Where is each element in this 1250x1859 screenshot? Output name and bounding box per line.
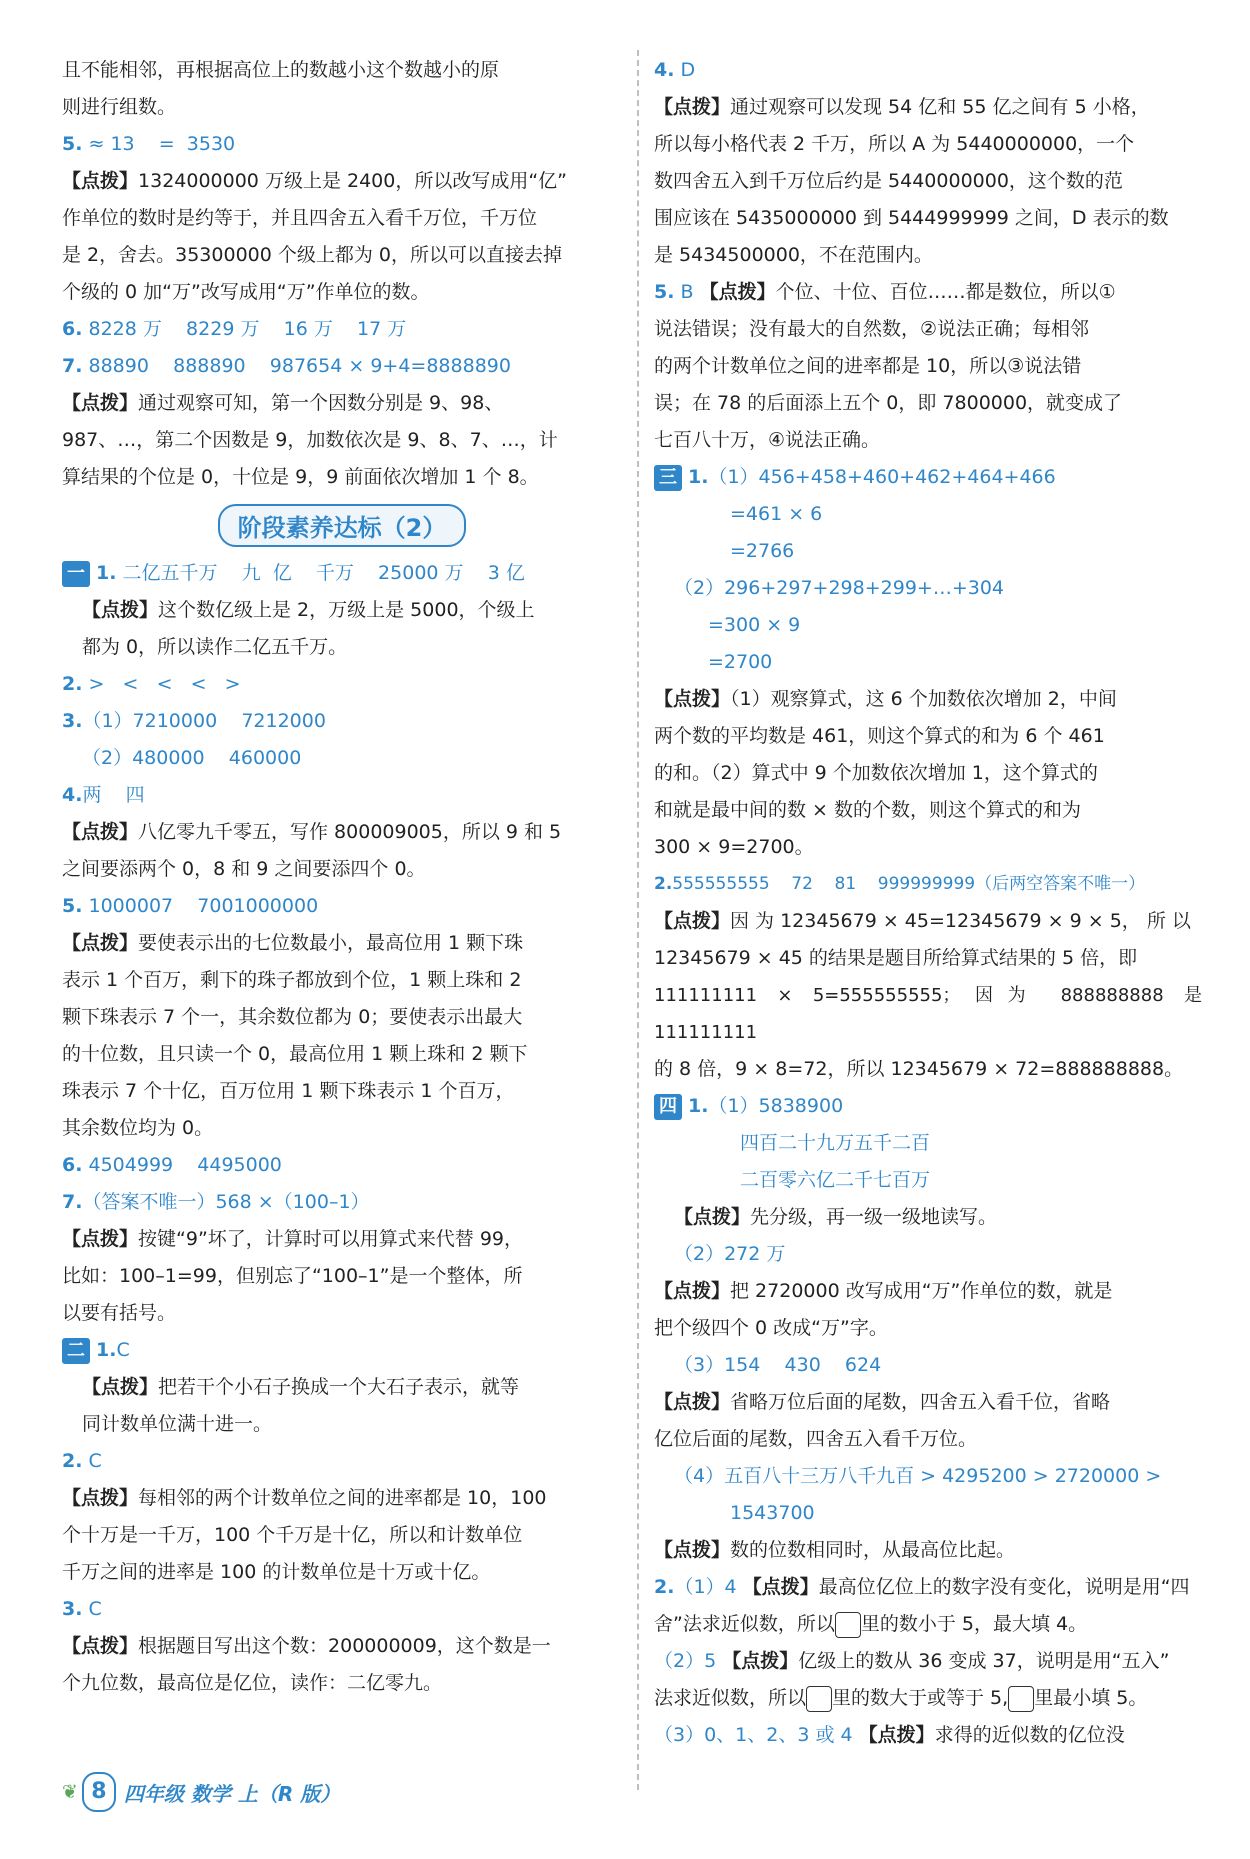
explanation: 说法错误；没有最大的自然数，②说法正确；每相邻 bbox=[654, 318, 1090, 340]
explanation: 两个数的平均数是 461，则这个算式的和为 6 个 461 bbox=[654, 725, 1105, 747]
answer-line: 6. 8228 万 8229 万 16 万 17 万 bbox=[62, 318, 407, 340]
explanation: 把个级四个 0 改成“万”字。 bbox=[654, 1317, 888, 1339]
answer-line: （2）5 【点拨】亿级上的数从 36 变成 37，说明是用“五入” bbox=[654, 1650, 1170, 1672]
explanation: 【点拨】根据题目写出这个数：200000009，这个数是一 bbox=[62, 1635, 551, 1657]
explanation: 表示 1 个百万，剩下的珠子都放到个位，1 颗上珠和 2 bbox=[62, 969, 522, 991]
answer-line: （4）五百八十三万八千九百 > 4295200 > 2720000 > bbox=[674, 1465, 1162, 1487]
explanation: 【点拨】（1）观察算式，这 6 个加数依次增加 2，中间 bbox=[654, 688, 1117, 710]
answer-line: =461 × 6 bbox=[730, 503, 823, 525]
explanation: 987、…，第二个因数是 9，加数依次是 9、8、7、…，计 bbox=[62, 429, 558, 451]
answer-line: 2.（1）4 【点拨】最高位亿位上的数字没有变化，说明是用“四 bbox=[654, 1576, 1190, 1598]
explanation: 【点拨】把若干个小石子换成一个大石子表示，就等 bbox=[82, 1376, 520, 1398]
explanation: 的两个计数单位之间的进率都是 10，所以③说法错 bbox=[654, 355, 1082, 377]
answer-line: 5. 1000007 7001000000 bbox=[62, 895, 319, 917]
explanation: 法求近似数，所以 里的数大于或等于 5, 里最小填 5。 bbox=[654, 1680, 1202, 1717]
explanation: 【点拨】省略万位后面的尾数，四舍五入看千位，省略 bbox=[654, 1391, 1111, 1413]
explanation: 和就是最中间的数 × 数的个数，则这个算式的和为 bbox=[654, 799, 1082, 821]
explanation: 作单位的数时是约等于，并且四舍五入看千万位，千万位 bbox=[62, 207, 538, 229]
explanation: 【点拨】按键“9”坏了，计算时可以用算式来代替 99， bbox=[62, 1228, 524, 1250]
answer-line: 四 1.（1）5838900 bbox=[654, 1088, 1202, 1125]
explanation: 【点拨】先分级，再一级一级地读写。 bbox=[674, 1206, 998, 1228]
explanation: 个十万是一千万，100 个千万是十亿，所以和计数单位 bbox=[62, 1524, 523, 1546]
answer-line: 4. D bbox=[654, 59, 696, 81]
explanation: 【点拨】把 2720000 改写成用“万”作单位的数，就是 bbox=[654, 1280, 1113, 1302]
explanation: 【点拨】通过观察可以发现 54 亿和 55 亿之间有 5 小格， bbox=[654, 96, 1150, 118]
page-number: 8 bbox=[82, 1772, 116, 1812]
explanation: 之间要添两个 0，8 和 9 之间要添四个 0。 bbox=[62, 858, 426, 880]
answer-line: =2766 bbox=[730, 540, 795, 562]
explanation: 个级的 0 加“万”改写成用“万”作单位的数。 bbox=[62, 281, 430, 303]
explanation: 【点拨】每相邻的两个计数单位之间的进率都是 10，100 bbox=[62, 1487, 547, 1509]
book-title: 四年级 数学 上（R 版） bbox=[123, 1781, 341, 1806]
explanation: 是 5434500000，不在范围内。 bbox=[654, 244, 933, 266]
answer-line: 2. C bbox=[62, 1450, 102, 1472]
blank-box bbox=[806, 1686, 832, 1712]
explanation: 以要有括号。 bbox=[62, 1302, 177, 1324]
explanation: 亿位后面的尾数，四舍五入看千万位。 bbox=[654, 1428, 978, 1450]
explanation: 都为 0，所以读作二亿五千万。 bbox=[82, 636, 348, 658]
explanation: 12345679 × 45 的结果是题目所给算式结果的 5 倍，即 bbox=[654, 947, 1138, 969]
explanation: 其余数位均为 0。 bbox=[62, 1117, 214, 1139]
explanation: 【点拨】数的位数相同时，从最高位比起。 bbox=[654, 1539, 1016, 1561]
explanation: 误；在 78 的后面添上五个 0，即 7800000，就变成了 bbox=[654, 392, 1123, 414]
explanation: 个九位数，最高位是亿位，读作：二亿零九。 bbox=[62, 1672, 443, 1694]
explanation: 【点拨】因 为 12345679 × 45=12345679 × 9 × 5， 所 以 bbox=[654, 910, 1191, 932]
explanation: 【点拨】八亿零九千零五，写作 800009005，所以 9 和 5 bbox=[62, 821, 562, 843]
answer-line: 二 1.C bbox=[62, 1332, 622, 1369]
answer-line: 7.（答案不唯一）568 ×（100–1） bbox=[62, 1191, 370, 1213]
answer-line: 7. 88890 888890 987654 × 9+4=8888890 bbox=[62, 355, 511, 377]
section-badge: 一 bbox=[62, 561, 90, 587]
answer-line: 2. > < < < > bbox=[62, 673, 241, 695]
explanation: 千万之间的进率是 100 的计数单位是十万或十亿。 bbox=[62, 1561, 491, 1583]
explanation: 比如：100–1=99，但别忘了“100–1”是一个整体，所 bbox=[62, 1265, 523, 1287]
answer-line: 二百零六亿二千七百万 bbox=[740, 1169, 931, 1191]
column-divider bbox=[637, 50, 639, 1790]
explanation: 同计数单位满十进一。 bbox=[82, 1413, 273, 1435]
explanation: 围应该在 5435000000 到 5444999999 之间，D 表示的数 bbox=[654, 207, 1169, 229]
answer-line: 3. C bbox=[62, 1598, 102, 1620]
answer-line: （2）272 万 bbox=[674, 1243, 786, 1265]
answer-line: 一 1. 二亿五千万 九 亿 千万 25000 万 3 亿 bbox=[62, 555, 622, 592]
explanation: 所以每小格代表 2 千万，所以 A 为 5440000000，一个 bbox=[654, 133, 1135, 155]
answer-line: （2）480000 460000 bbox=[82, 747, 302, 769]
explanation: 颗下珠表示 7 个一，其余数位都为 0；要使表示出最大 bbox=[62, 1006, 523, 1028]
blank-box bbox=[835, 1612, 861, 1638]
explanation: 是 2，舍去。35300000 个级上都为 0，所以可以直接去掉 bbox=[62, 244, 563, 266]
explanation: 算结果的个位是 0，十位是 9，9 前面依次增加 1 个 8。 bbox=[62, 466, 539, 488]
explanation: 111111111 × 5=555555555；因为 888888888 是 111111111 bbox=[654, 985, 1202, 1043]
blank-box bbox=[1008, 1686, 1034, 1712]
answer-line: =300 × 9 bbox=[708, 614, 801, 636]
answer-line: （3）0、1、2、3 或 4 【点拨】求得的近似数的亿位没 bbox=[654, 1724, 1125, 1746]
explanation: 珠表示 7 个十亿，百万位用 1 颗下珠表示 1 个百万， bbox=[62, 1080, 515, 1102]
answer-line: 5. B 【点拨】个位、十位、百位……都是数位，所以① bbox=[654, 281, 1116, 303]
explanation: 的十位数，且只读一个 0，最高位用 1 颗上珠和 2 颗下 bbox=[62, 1043, 528, 1065]
answer-line: 1543700 bbox=[730, 1502, 815, 1524]
text-line: 则进行组数。 bbox=[62, 96, 177, 118]
explanation: 300 × 9=2700。 bbox=[654, 836, 814, 858]
answer-line: 四百二十九万五千二百 bbox=[740, 1132, 931, 1154]
text-line: 且不能相邻，再根据高位上的数越小这个数越小的原 bbox=[62, 59, 500, 81]
answer-line: （2）296+297+298+299+…+304 bbox=[674, 577, 1005, 599]
answer-line: 3.（1）7210000 7212000 bbox=[62, 710, 326, 732]
section-badge: 三 bbox=[654, 465, 682, 491]
answer-line: 4.两 四 bbox=[62, 784, 145, 806]
answer-line: 三 1.（1）456+458+460+462+464+466 bbox=[654, 459, 1202, 496]
explanation: 【点拨】要使表示出的七位数最小，最高位用 1 颗下珠 bbox=[62, 932, 524, 954]
right-column bbox=[654, 52, 1202, 1754]
explanation: 七百八十万，④说法正确。 bbox=[654, 429, 881, 451]
answer-line: 5. ≈ 13 = 3530 bbox=[62, 133, 236, 155]
leaf-icon: ❦ bbox=[62, 1781, 78, 1803]
explanation: 数四舍五入到千万位后约是 5440000000，这个数的范 bbox=[654, 170, 1123, 192]
explanation: 的 8 倍，9 × 8=72，所以 12345679 × 72=888888888。 bbox=[654, 1058, 1184, 1080]
explanation: 舍”法求近似数，所以 里的数小于 5，最大填 4。 bbox=[654, 1606, 1202, 1643]
answer-line: =2700 bbox=[708, 651, 773, 673]
explanation: 【点拨】1324000000 万级上是 2400，所以改写成用“亿” bbox=[62, 170, 568, 192]
section-banner: 阶段素养达标（2） bbox=[62, 504, 622, 547]
page-footer bbox=[62, 1772, 340, 1812]
section-badge: 二 bbox=[62, 1338, 90, 1364]
left-column bbox=[62, 52, 622, 1702]
section-badge: 四 bbox=[654, 1094, 682, 1120]
answer-line: 6. 4504999 4495000 bbox=[62, 1154, 282, 1176]
explanation: 【点拨】通过观察可知，第一个因数分别是 9、98、 bbox=[62, 392, 504, 414]
explanation: 的和。（2）算式中 9 个加数依次增加 1，这个算式的 bbox=[654, 762, 1098, 784]
answer-line: 2.555555555 72 81 999999999（后两空答案不唯一） bbox=[654, 874, 1146, 894]
explanation: 【点拨】这个数亿级上是 2，万级上是 5000，个级上 bbox=[82, 599, 535, 621]
answer-line: （3）154 430 624 bbox=[674, 1354, 882, 1376]
